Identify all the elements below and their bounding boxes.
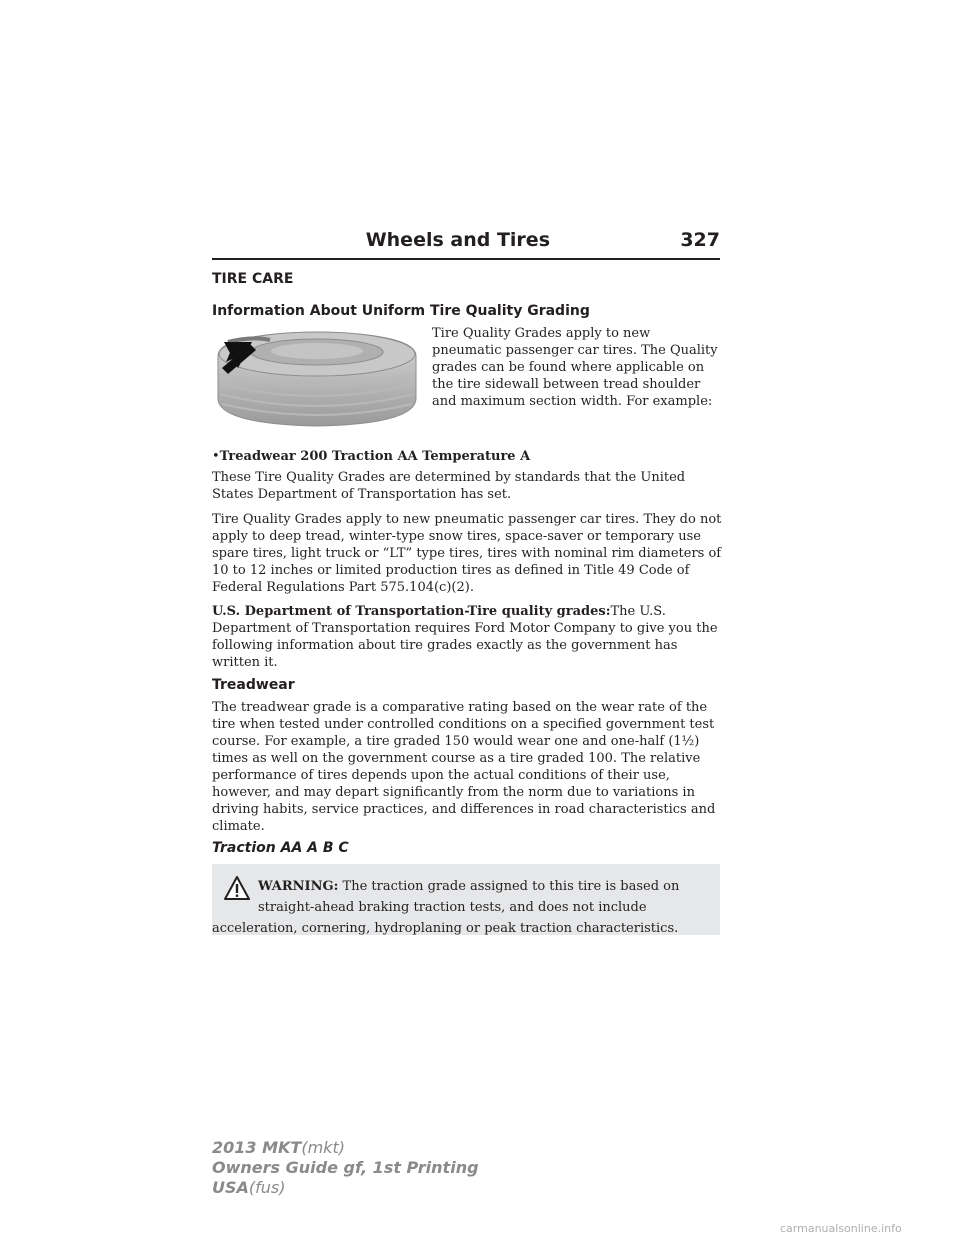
page-number: 327: [680, 229, 720, 251]
footer-model-code: (mkt): [301, 1138, 345, 1157]
footer-model: 2013 MKT: [212, 1138, 302, 1157]
example-bullet: [212, 448, 722, 465]
dot-grades-label: U.S. Department of Transportation-Tire quality grades:: [212, 604, 611, 619]
page-header-title: Wheels and Tires: [365, 229, 550, 251]
footer-guide: Owners Guide gf, 1st Printing: [212, 1158, 479, 1177]
subsection-title: Information About Uniform Tire Quality Grading: [212, 303, 590, 319]
warning-box: [212, 864, 720, 935]
tire-sidewall-illustration: [212, 328, 422, 432]
print-footer: [212, 1138, 479, 1198]
treadwear-paragraph: The treadwear grade is a comparative rating based on the wear rate of the tire when tested under controlled conditions on a specified government test course. For example, a tire graded 150 would wear one and one-half (1½) times as well on the government course as a tire graded 100. The relative performance of tires depends upon the actual conditions of their use, however, and may depart significantly from the norm due to variations in driving habits, service practices, and differences in road characteristics and climate.: [212, 700, 716, 834]
intro-paragraph: Tire Quality Grades apply to new pneumatic passenger car tires. The Quality grades can be found where applicable on the tire sidewall between tread shoulder and maximum section width. For example:: [432, 326, 718, 409]
header-rule: [212, 258, 720, 260]
example-bullet-text: Treadwear 200 Traction AA Temperature A: [219, 449, 531, 464]
warning-text: [212, 876, 706, 939]
bullet-marker: •: [212, 449, 220, 464]
warning-line-1: The traction grade assigned to this tire is based on: [342, 879, 680, 894]
section-title: TIRE CARE: [212, 271, 294, 287]
paragraph-applicability: Tire Quality Grades apply to new pneumatic passenger car tires. They do not apply to deep tread, winter-type snow tires, space-saver or temporary use spare tires, light truck or “LT” type tires, tires with nominal rim diameters of 10 to 12 inches or limited production tires as defined in Title 49 Code of Federal Regulations Part 575.104(c)(2).: [212, 512, 722, 595]
footer-market: USA: [212, 1178, 249, 1197]
dot-grades-text: The U.S. Department of Transportation requires Ford Motor Company to give you the following information about tire grades exactly as the government has written it.: [212, 604, 718, 670]
warning-label: WARNING:: [258, 879, 339, 894]
watermark: carmanualsonline.info: [780, 1222, 902, 1235]
treadwear-heading: Treadwear: [212, 677, 295, 693]
footer-market-code: (fus): [248, 1178, 286, 1197]
warning-line-2: straight-ahead braking traction tests, and does not include: [258, 900, 647, 915]
traction-heading: Traction AA A B C: [212, 840, 349, 856]
paragraph-standards: These Tire Quality Grades are determined by standards that the United States Department of Transportation has set.: [212, 470, 686, 502]
warning-line-3: acceleration, cornering, hydroplaning or peak traction characteristics.: [212, 921, 679, 936]
paragraph-dot-grades: [212, 603, 722, 671]
